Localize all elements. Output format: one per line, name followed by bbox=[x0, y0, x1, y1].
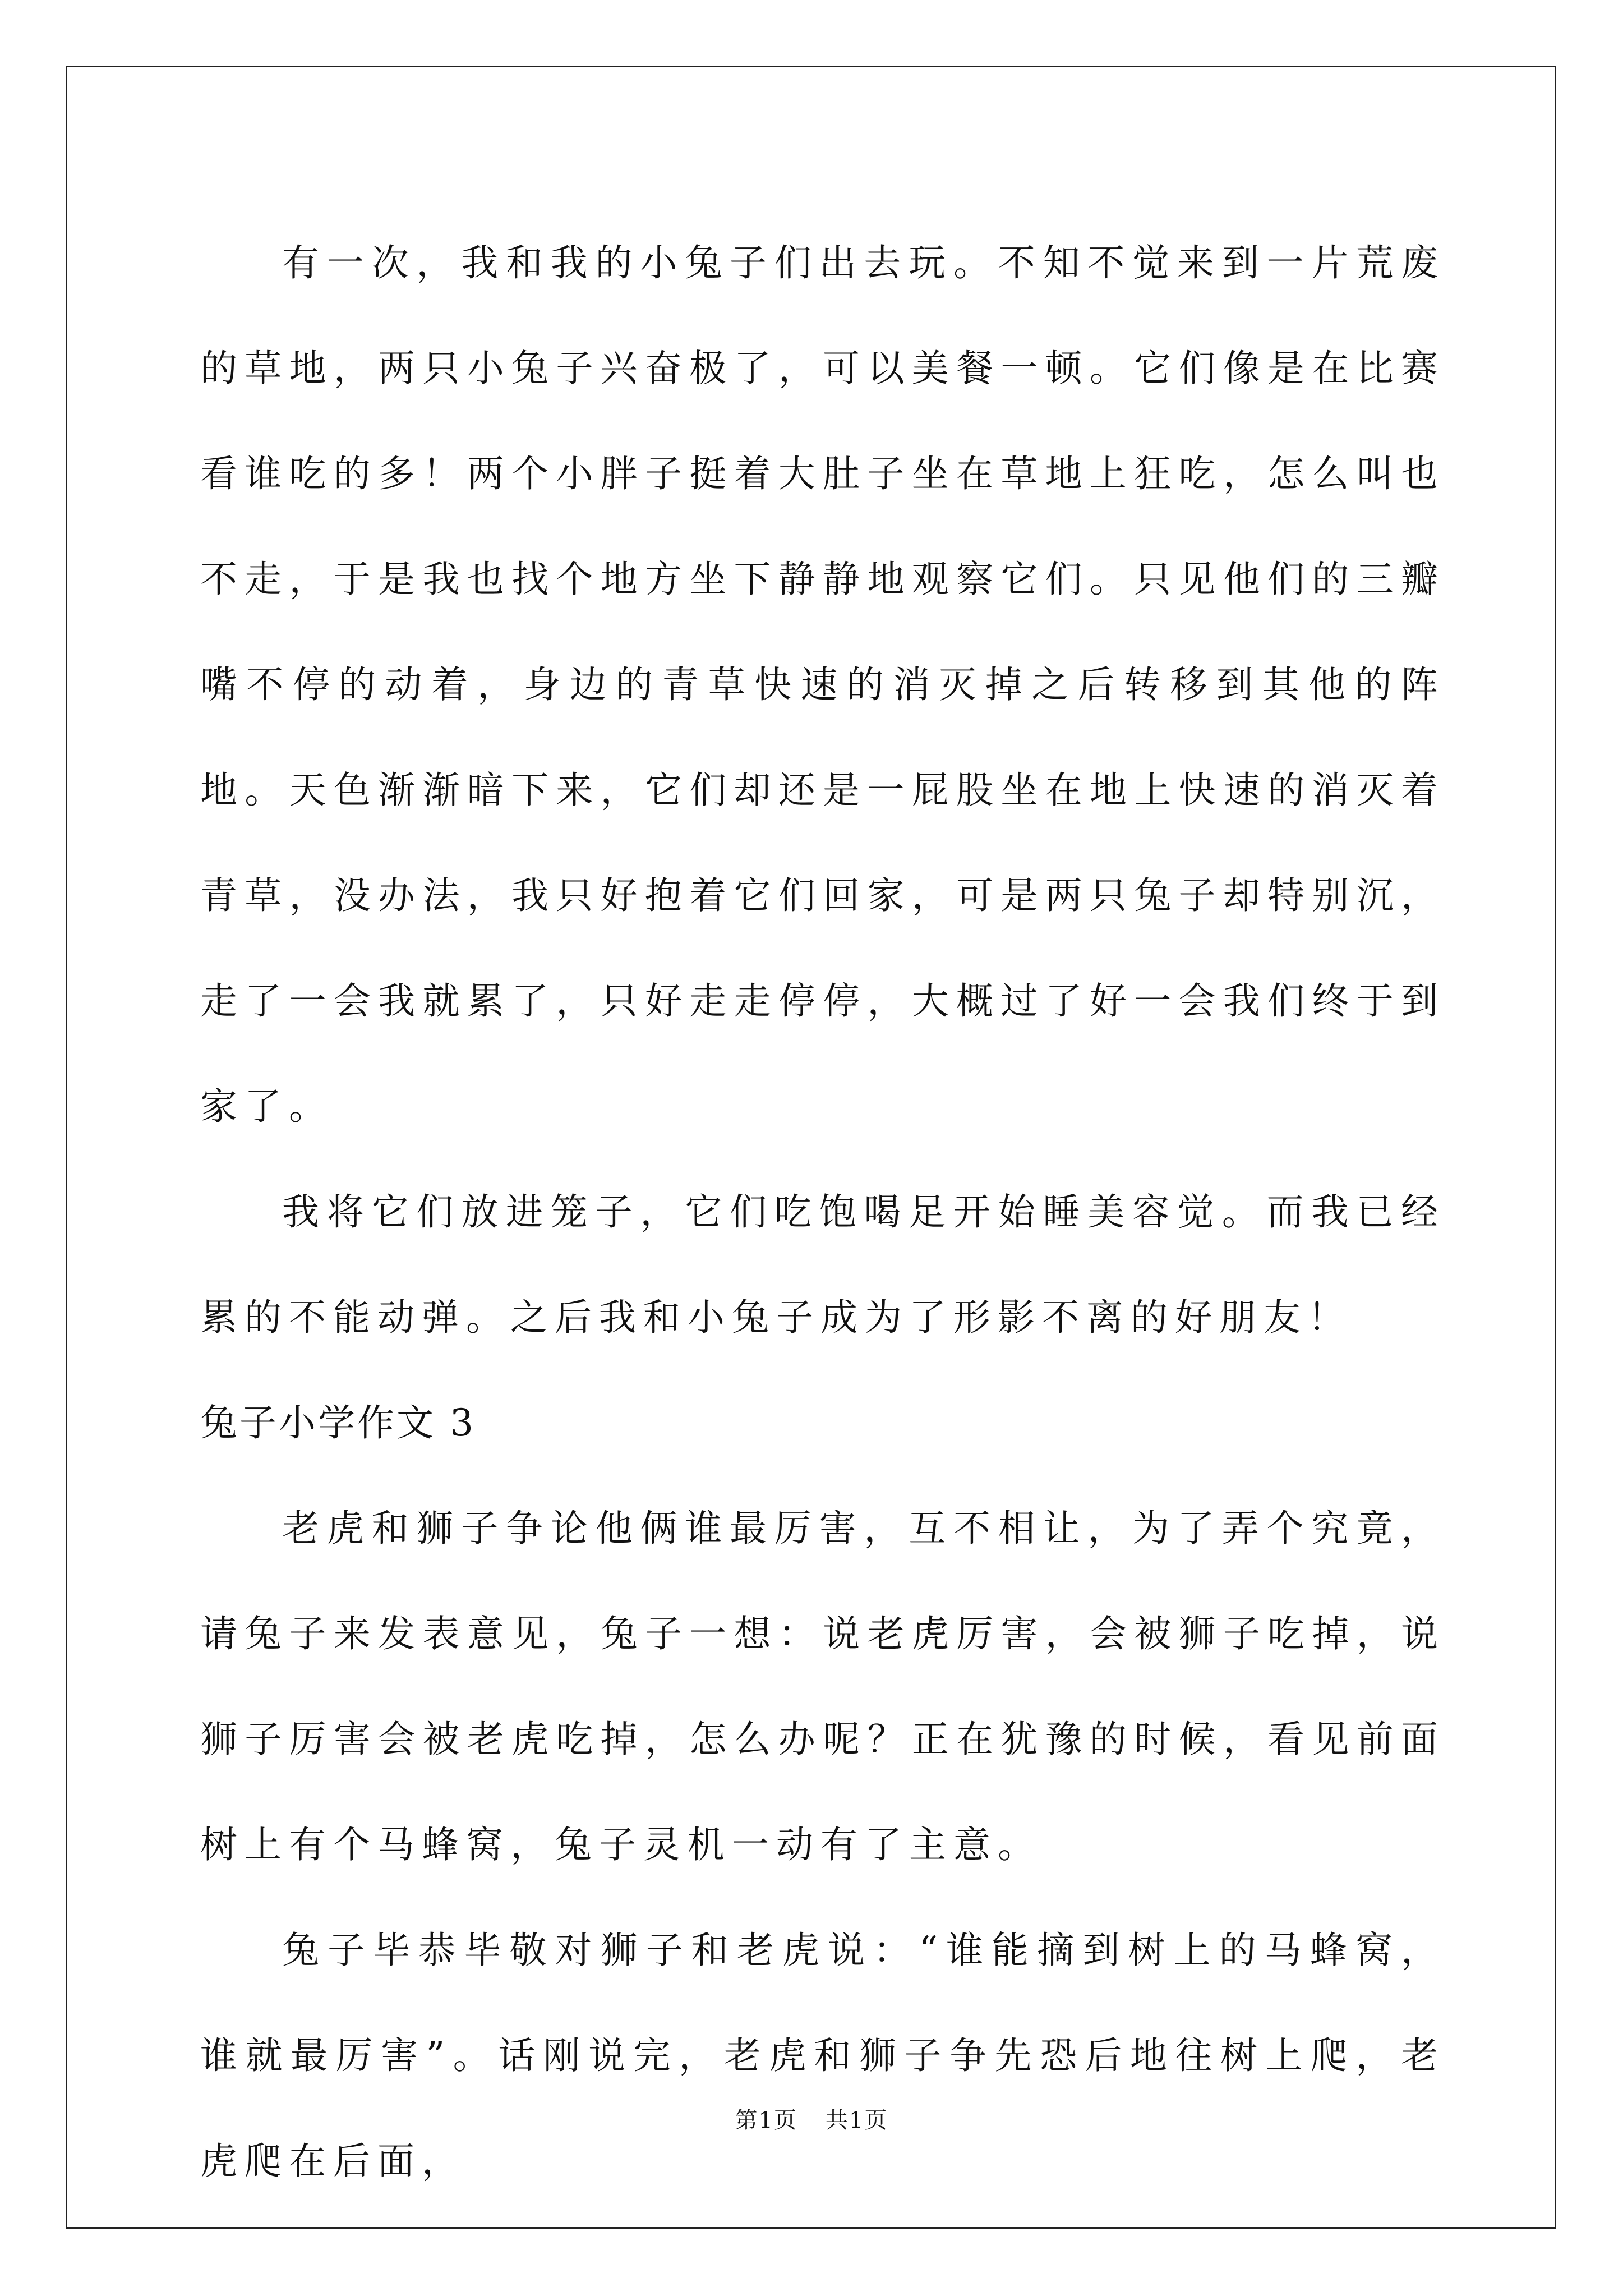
paragraph-rabbit-cage: 我将它们放进笼子，它们吃饱喝足开始睡美容觉。而我已经累的不能动弹。之后我和小兔子成为了形影不离的好朋友！ bbox=[200, 1190, 1445, 1339]
paragraph-rabbit-outing: 有一次，我和我的小兔子们出去玩。不知不觉来到一片荒废的草地，两只小兔子兴奋极了，可以美餐一顿。它们像是在比赛看谁吃的多！两个小胖子挺着大肚子坐在草地上狂吃，怎么叫也不走，于是我也找个地方坐下静静地观察它们。只见他们的三瓣嘴不停的动着，身边的青草快速的消灭掉之后转移到其他的阵地。天色渐渐暗下来，它们却还是一屁股坐在地上快速的消灭着青草，没办法，我只好抱着它们回家，可是两只兔子却特别沉，走了一会我就累了，只好走走停停，大概过了好一会我们终于到家了。 bbox=[200, 241, 1445, 1128]
paragraph-tiger-lion-dispute: 老虎和狮子争论他俩谁最厉害，互不相让，为了弄个究竟，请兔子来发表意见，兔子一想：说老虎厉害，会被狮子吃掉，说狮子厉害会被老虎吃掉，怎么办呢？正在犹豫的时候，看见前面树上有个马蜂窝，兔子灵机一动有了主意。 bbox=[200, 1507, 1445, 1866]
paragraph-rabbit-challenge: 兔子毕恭毕敬对狮子和老虎说：“谁能摘到树上的马蜂窝，谁就最厉害”。话刚说完，老虎和狮子争先恐后地往树上爬，老虎爬在后面， bbox=[200, 1929, 1445, 2183]
document-body bbox=[200, 210, 1445, 2214]
section-heading: 兔子小学作文 3 bbox=[200, 1401, 476, 1444]
page-total: 共1页 bbox=[826, 2108, 888, 2133]
page-footer bbox=[0, 2102, 1623, 2134]
page-number: 第1页 bbox=[735, 2108, 797, 2133]
